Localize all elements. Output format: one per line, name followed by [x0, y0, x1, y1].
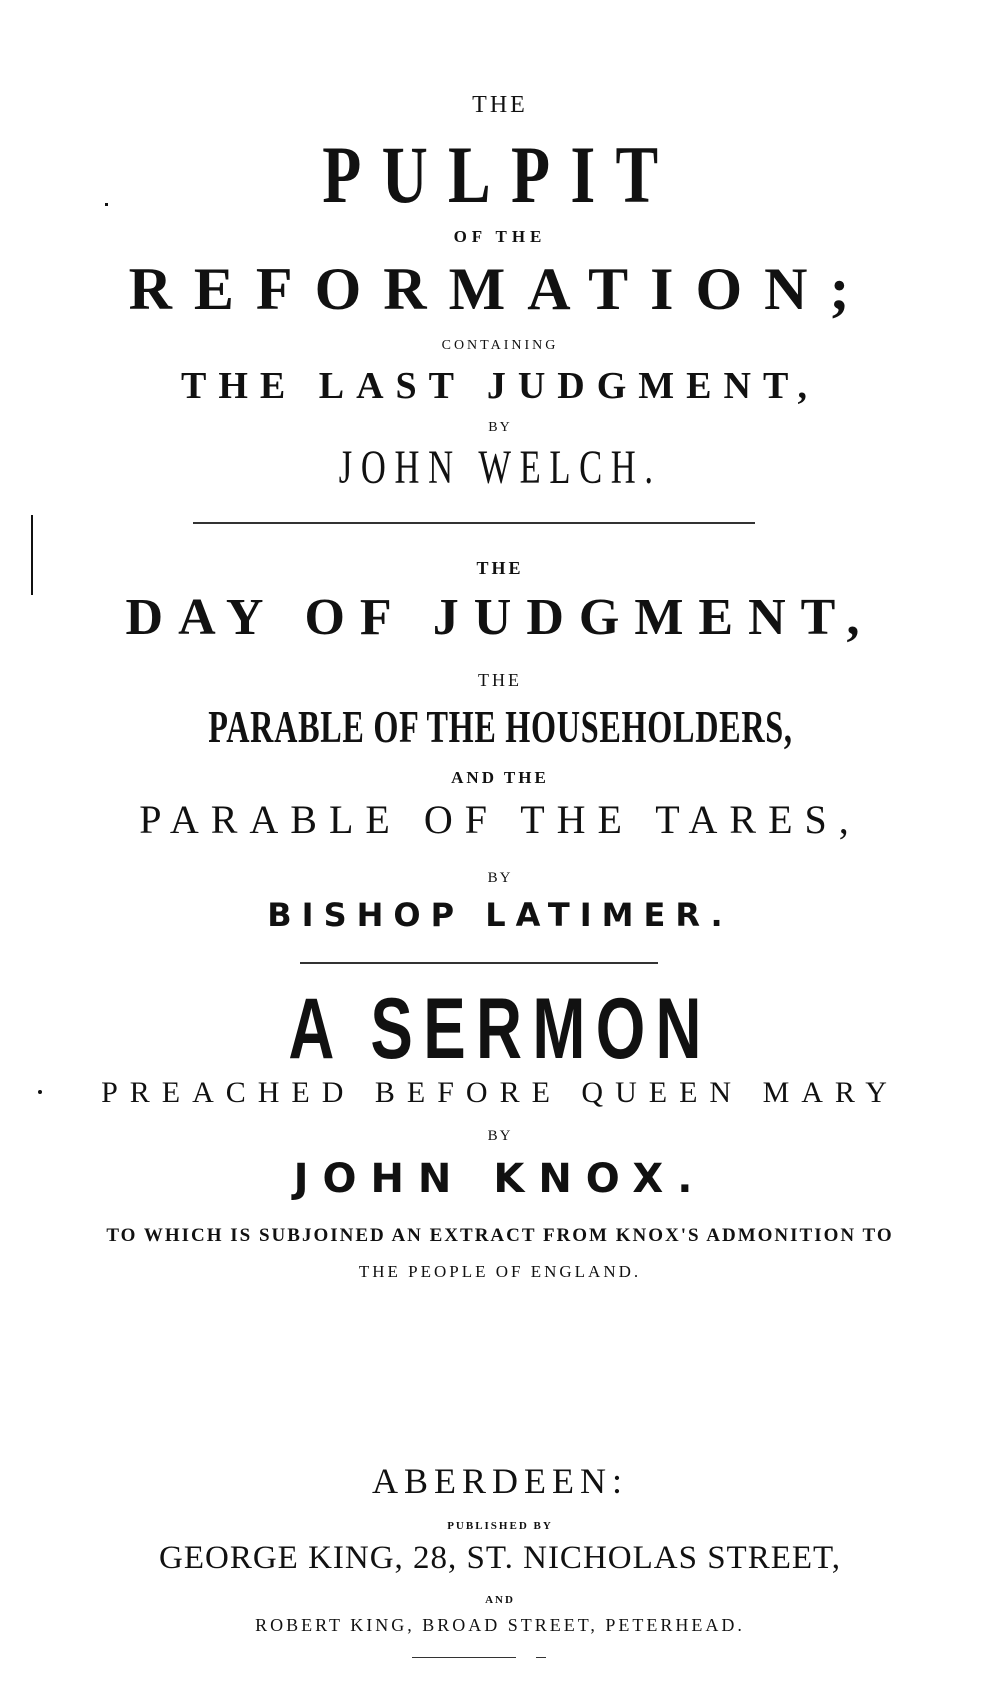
- author-knox: [0, 1156, 1000, 1208]
- heading-householders: [0, 700, 1000, 756]
- line-by-3: BY: [487, 1128, 513, 1144]
- scan-mark: [31, 515, 33, 595]
- imprint-published-by: PUBLISHED BY: [447, 1520, 553, 1532]
- heading-tares: PARABLE OF THE TARES,: [139, 797, 861, 842]
- line-the-3: THE: [478, 670, 522, 690]
- line-the-2: THE: [476, 558, 524, 578]
- line-of-the: OF THE: [453, 227, 547, 246]
- heading-last-judgment: THE LAST JUDGMENT,: [181, 365, 819, 407]
- imprint-publisher-2: ROBERT KING, BROAD STREET, PETERHEAD.: [255, 1615, 745, 1635]
- footer-rule: [412, 1657, 516, 1658]
- divider-2: [300, 962, 658, 964]
- imprint-publisher-1: GEORGE KING, 28, ST. NICHOLAS STREET,: [159, 1540, 841, 1576]
- line-by-1: BY: [488, 420, 512, 435]
- line-by-2: BY: [487, 870, 513, 886]
- imprint-and: AND: [485, 1594, 515, 1606]
- heading-a-sermon: [0, 980, 1000, 1076]
- line-containing: CONTAINING: [441, 338, 559, 353]
- heading-reformation: REFORMATION;: [128, 256, 872, 322]
- author-welch-text: JOHN WELCH.: [338, 441, 662, 494]
- line-preached: PREACHED BEFORE QUEEN MARY: [101, 1076, 899, 1109]
- line-subjoined-2: THE PEOPLE OF ENGLAND.: [358, 1262, 642, 1281]
- householders-text: PARABLE OF THE HOUSEHOLDERS,: [207, 701, 793, 752]
- heading-pulpit: [0, 128, 1000, 218]
- imprint-place: ABERDEEN:: [372, 1461, 628, 1501]
- pulpit-text: PULPIT: [321, 129, 679, 220]
- footer-rule-dash: [536, 1657, 546, 1658]
- heading-day-of-judgment: DAY OF JUDGMENT,: [125, 589, 875, 646]
- a-sermon-text: A SERMON: [288, 981, 712, 1077]
- line-subjoined-1: TO WHICH IS SUBJOINED AN EXTRACT FROM KNOX'S ADMONITION TO: [106, 1225, 894, 1246]
- line-and-the: AND THE: [451, 768, 549, 787]
- author-knox-text: JOHN KNOX.: [293, 1156, 707, 1202]
- line-the: THE: [472, 92, 528, 118]
- author-latimer: [0, 896, 1000, 936]
- divider-1: [193, 522, 755, 524]
- author-welch: [0, 440, 1000, 500]
- author-latimer-text: BISHOP LATIMER.: [267, 896, 733, 934]
